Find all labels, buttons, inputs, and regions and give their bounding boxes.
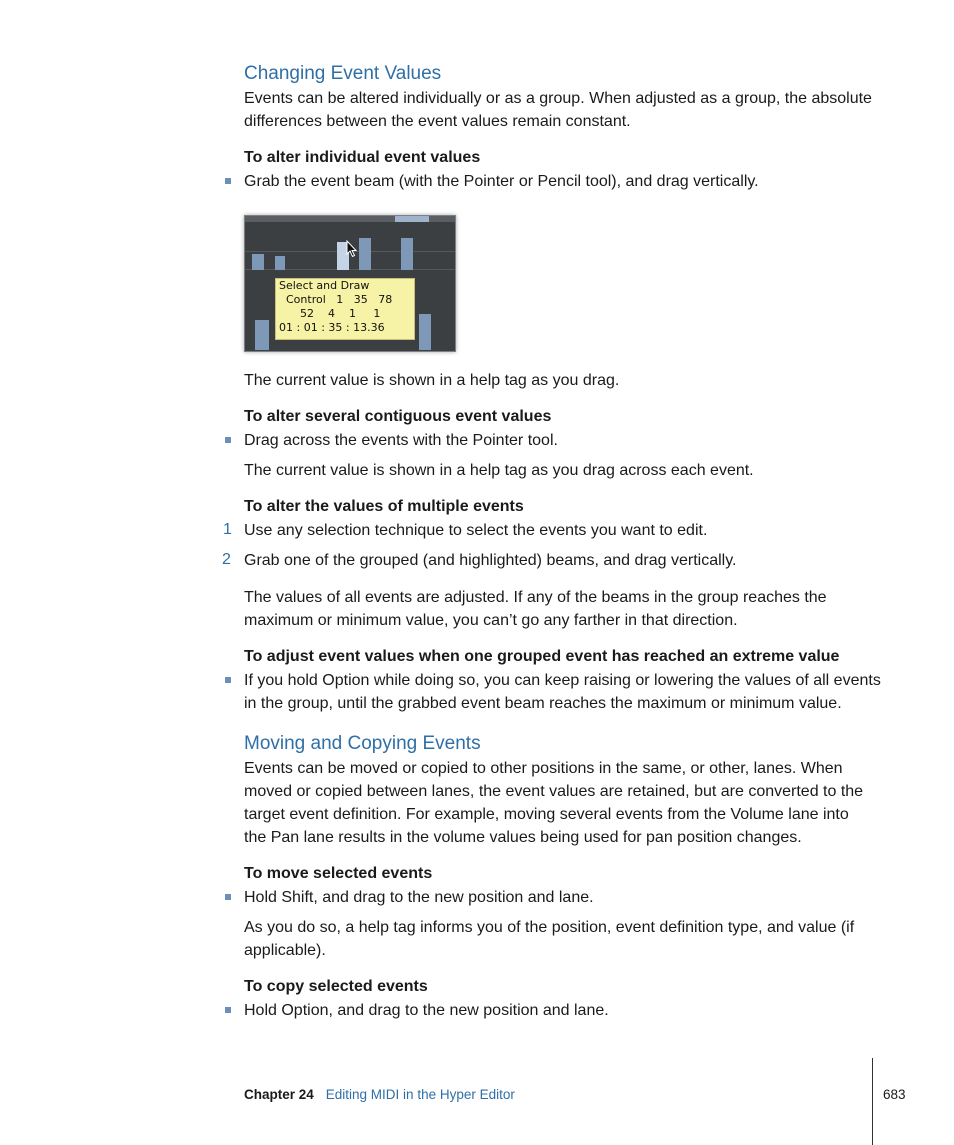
section-intro	[244, 757, 884, 849]
bullet-icon	[225, 178, 231, 184]
bullet-icon	[225, 1007, 231, 1013]
task-title: To copy selected events	[244, 978, 428, 995]
bullet-text: Drag across the events with the Pointer tool.	[244, 432, 558, 449]
event-beam	[359, 238, 371, 270]
step-text: Grab one of the grouped (and highlighted) beams, and drag vertically.	[244, 552, 737, 569]
help-tag-line: 01 : 01 : 35 : 13.36	[279, 321, 385, 334]
bullet-text: Hold Option, and drag to the new position and lane.	[244, 1002, 609, 1019]
footer-chapter-title: Editing MIDI in the Hyper Editor	[325, 1087, 515, 1102]
help-tag-line: 52 4 1 1	[279, 307, 381, 320]
intro-line: moved or copied between lanes, the event values are retained, but are converted to the	[244, 783, 864, 800]
page-footer	[244, 1087, 515, 1103]
task-title: To move selected events	[244, 865, 433, 882]
note-text: The current value is shown in a help tag as you drag.	[244, 372, 620, 389]
section-heading-changing-event-values: Changing Event Values	[244, 63, 442, 84]
event-beam	[252, 254, 264, 270]
task-title: To alter several contiguous event values	[244, 408, 552, 425]
note-text: The current value is shown in a help tag as you drag across each event.	[244, 462, 754, 479]
help-tag-line: Control 1 35 78	[279, 293, 393, 306]
task-title: To alter the values of multiple events	[244, 498, 524, 515]
bullet-line: If you hold Option while doing so, you can keep raising or lowering the values of all events	[244, 672, 881, 689]
bullet-icon	[225, 437, 231, 443]
section-heading-moving-and-copying-events: Moving and Copying Events	[244, 733, 481, 754]
event-beam	[401, 238, 413, 270]
footer-divider	[872, 1058, 873, 1145]
note-line: applicable).	[244, 942, 326, 959]
footer-chapter: Chapter 24	[244, 1087, 314, 1102]
hyper-editor-screenshot	[244, 215, 456, 352]
task-title: To alter individual event values	[244, 149, 481, 166]
intro-line: the Pan lane results in the volume values being used for pan position changes.	[244, 829, 802, 846]
section-intro	[244, 87, 884, 133]
task-title: To adjust event values when one grouped event has reached an extreme value	[244, 648, 840, 665]
bullet-icon	[225, 677, 231, 683]
pointer-cursor-icon	[346, 240, 358, 258]
help-tag	[275, 278, 415, 340]
intro-line: differences between the event values remain constant.	[244, 113, 631, 130]
help-tag-line: Select and Draw	[279, 279, 370, 292]
step-number: 2	[222, 551, 231, 568]
step-number: 1	[223, 521, 232, 538]
bullet-line: in the group, until the grabbed event beam reaches the maximum or minimum value.	[244, 695, 842, 712]
bullet-text: Hold Shift, and drag to the new position and lane.	[244, 889, 594, 906]
bullet-text: Grab the event beam (with the Pointer or Pencil tool), and drag vertically.	[244, 173, 759, 190]
screenshot-top-highlight	[395, 216, 429, 222]
note-line: The values of all events are adjusted. If any of the beams in the group reaches the	[244, 589, 827, 606]
intro-line: target event definition. For example, moving several events from the Volume lane into	[244, 806, 849, 823]
intro-line: Events can be moved or copied to other positions in the same, or other, lanes. When	[244, 760, 843, 777]
note-line: As you do so, a help tag informs you of the position, event definition type, and value (if	[244, 919, 855, 936]
bullet-text	[244, 669, 884, 715]
note-line: maximum or minimum value, you can’t go any farther in that direction.	[244, 612, 738, 629]
intro-line: Events can be altered individually or as a group. When adjusted as a group, the absolute	[244, 90, 872, 107]
note-text	[244, 916, 884, 962]
event-beam	[275, 256, 285, 270]
bullet-icon	[225, 894, 231, 900]
event-beam	[255, 320, 269, 350]
note-text	[244, 586, 884, 632]
page-number: 683	[883, 1087, 906, 1102]
event-beam	[419, 314, 431, 350]
step-text: Use any selection technique to select the events you want to edit.	[244, 522, 708, 539]
